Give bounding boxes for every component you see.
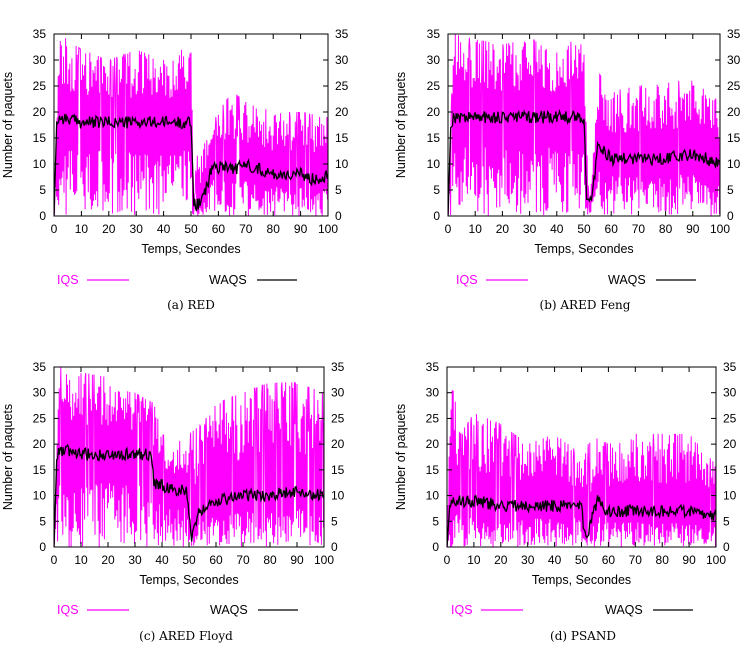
x-tick-label: 80 [655, 553, 669, 567]
x-tick-label: 90 [293, 222, 308, 236]
x-tick-label: 0 [443, 553, 451, 567]
y-tick-label: 15 [32, 462, 46, 477]
y2-tick-label: 35 [331, 360, 345, 374]
y-tick-label: 25 [426, 79, 440, 93]
chart-panel-1 [1, 27, 349, 312]
x-tick-label: 100 [313, 553, 335, 567]
x-tick-label: 80 [658, 222, 673, 236]
subfigure-caption: (b) ARED Feng [539, 298, 631, 312]
y2-tick-label: 20 [727, 105, 741, 119]
x-tick-label: 100 [317, 222, 339, 236]
legend-waqs-label: WAQS [209, 273, 247, 287]
y-tick-label: 35 [32, 27, 46, 41]
y2-tick-label: 10 [335, 157, 349, 171]
x-tick-label: 40 [155, 553, 169, 567]
x-tick-label: 50 [577, 222, 591, 236]
y-tick-label: 0 [39, 540, 46, 554]
y-tick-label: 15 [32, 131, 46, 145]
legend-iqs-label: IQS [57, 603, 79, 617]
subfigure-caption: (a) RED [167, 298, 215, 312]
x-tick-label: 10 [74, 553, 88, 567]
x-tick-label: 30 [128, 553, 142, 567]
x-tick-label: 20 [495, 222, 510, 236]
x-tick-label: 10 [74, 222, 89, 236]
y2-tick-label: 30 [335, 53, 349, 67]
y-tick-label: 5 [432, 514, 439, 529]
x-tick-label: 20 [102, 222, 116, 236]
x-tick-label: 30 [129, 222, 143, 236]
legend-waqs-label: WAQS [608, 273, 646, 287]
x-tick-label: 70 [236, 553, 250, 567]
y2-tick-label: 10 [727, 157, 741, 171]
x-tick-label: 90 [682, 553, 696, 567]
y-tick-label: 20 [426, 105, 440, 119]
subfigure-caption: (c) ARED Floyd [139, 629, 233, 643]
y2-tick-label: 15 [335, 131, 349, 145]
y2-tick-label: 25 [331, 411, 345, 426]
y-tick-label: 30 [32, 385, 46, 400]
x-tick-label: 30 [521, 553, 535, 567]
x-tick-label: 0 [444, 222, 452, 236]
legend-waqs-label: WAQS [605, 603, 643, 617]
y-tick-label: 15 [426, 131, 440, 145]
y-tick-label: 25 [32, 79, 46, 93]
x-tick-label: 30 [522, 222, 537, 236]
legend-iqs-label: IQS [57, 273, 79, 287]
y-axis-label: Number of paquets [1, 71, 15, 179]
y2-tick-label: 30 [723, 385, 737, 400]
chart-panel-4 [394, 360, 737, 643]
x-tick-label: 40 [156, 222, 171, 236]
x-tick-label: 70 [631, 222, 646, 236]
x-tick-label: 0 [50, 222, 58, 236]
y-tick-label: 35 [32, 360, 46, 374]
iqs-series-line [447, 390, 716, 547]
y2-tick-label: 25 [727, 79, 741, 93]
x-tick-label: 70 [239, 222, 253, 236]
legend-waqs-label: WAQS [210, 603, 248, 617]
y-axis-label: Number of paquets [394, 403, 408, 511]
x-tick-label: 50 [182, 553, 196, 567]
y2-tick-label: 0 [335, 209, 342, 223]
y-tick-label: 15 [425, 462, 439, 477]
y2-tick-label: 30 [331, 385, 345, 400]
y2-tick-label: 20 [335, 105, 349, 119]
y2-tick-label: 25 [335, 79, 349, 93]
y-axis-label: Number of paquets [394, 71, 408, 179]
y-tick-label: 0 [432, 540, 439, 554]
y-tick-label: 5 [39, 183, 46, 197]
y-tick-label: 10 [426, 157, 440, 171]
x-axis-label: Temps, Secondes [531, 573, 632, 587]
x-tick-label: 10 [468, 222, 482, 236]
y2-tick-label: 5 [723, 514, 730, 529]
y2-tick-label: 20 [723, 437, 737, 452]
y-tick-label: 30 [425, 385, 439, 400]
x-tick-label: 60 [604, 222, 618, 236]
x-axis-label: Temps, Secondes [139, 573, 239, 587]
chart-panel-3 [1, 360, 345, 643]
y-tick-label: 5 [39, 514, 46, 529]
x-tick-label: 40 [550, 222, 564, 236]
y-tick-label: 20 [32, 437, 46, 452]
x-axis-label: Temps, Secondes [141, 242, 241, 256]
y2-tick-label: 30 [727, 53, 741, 67]
y2-tick-label: 5 [727, 183, 734, 197]
y-tick-label: 30 [426, 53, 440, 67]
y2-tick-label: 15 [723, 462, 737, 477]
x-tick-label: 70 [628, 553, 642, 567]
y-tick-label: 25 [425, 411, 439, 426]
y2-tick-label: 15 [331, 462, 345, 477]
y2-tick-label: 10 [723, 488, 737, 503]
y-tick-label: 35 [426, 27, 440, 41]
y2-tick-label: 5 [331, 514, 338, 529]
x-tick-label: 60 [211, 222, 226, 236]
y2-tick-label: 35 [335, 27, 349, 41]
y-tick-label: 0 [433, 209, 440, 223]
y2-tick-label: 15 [727, 131, 741, 145]
y2-tick-label: 10 [331, 488, 345, 503]
x-tick-label: 100 [709, 222, 731, 236]
subfigure-caption: (d) PSAND [550, 629, 616, 643]
y-tick-label: 35 [425, 360, 439, 374]
y-tick-label: 10 [32, 157, 46, 171]
x-axis-label: Temps, Secondes [534, 242, 634, 256]
y2-tick-label: 35 [723, 360, 737, 374]
y-tick-label: 0 [39, 209, 46, 223]
x-tick-label: 100 [705, 553, 727, 567]
x-tick-label: 40 [547, 553, 562, 567]
y2-tick-label: 0 [723, 540, 730, 554]
legend-iqs-label: IQS [451, 603, 473, 617]
y-tick-label: 20 [32, 105, 46, 119]
y-tick-label: 10 [425, 488, 439, 503]
x-tick-label: 50 [574, 553, 589, 567]
legend-iqs-label: IQS [456, 273, 478, 287]
x-tick-label: 90 [686, 222, 700, 236]
y2-tick-label: 25 [723, 411, 737, 426]
y2-tick-label: 0 [727, 209, 734, 223]
x-tick-label: 10 [467, 553, 481, 567]
x-tick-label: 80 [263, 553, 277, 567]
y2-tick-label: 20 [331, 437, 345, 452]
y-tick-label: 10 [32, 488, 46, 503]
y-tick-label: 20 [425, 437, 439, 452]
y2-tick-label: 5 [335, 183, 342, 197]
y-tick-label: 5 [433, 183, 440, 197]
x-tick-label: 60 [209, 553, 223, 567]
y2-tick-label: 35 [727, 27, 741, 41]
chart-panel-2 [394, 27, 741, 312]
x-tick-label: 20 [101, 553, 115, 567]
y2-tick-label: 0 [331, 540, 338, 554]
x-tick-label: 80 [266, 222, 280, 236]
x-tick-label: 0 [50, 553, 58, 567]
x-tick-label: 90 [290, 553, 304, 567]
x-tick-label: 20 [494, 553, 508, 567]
y-tick-label: 25 [32, 411, 46, 426]
y-axis-label: Number of paquets [1, 403, 15, 511]
y-tick-label: 30 [32, 53, 46, 67]
x-tick-label: 50 [184, 222, 198, 236]
x-tick-label: 60 [601, 553, 616, 567]
